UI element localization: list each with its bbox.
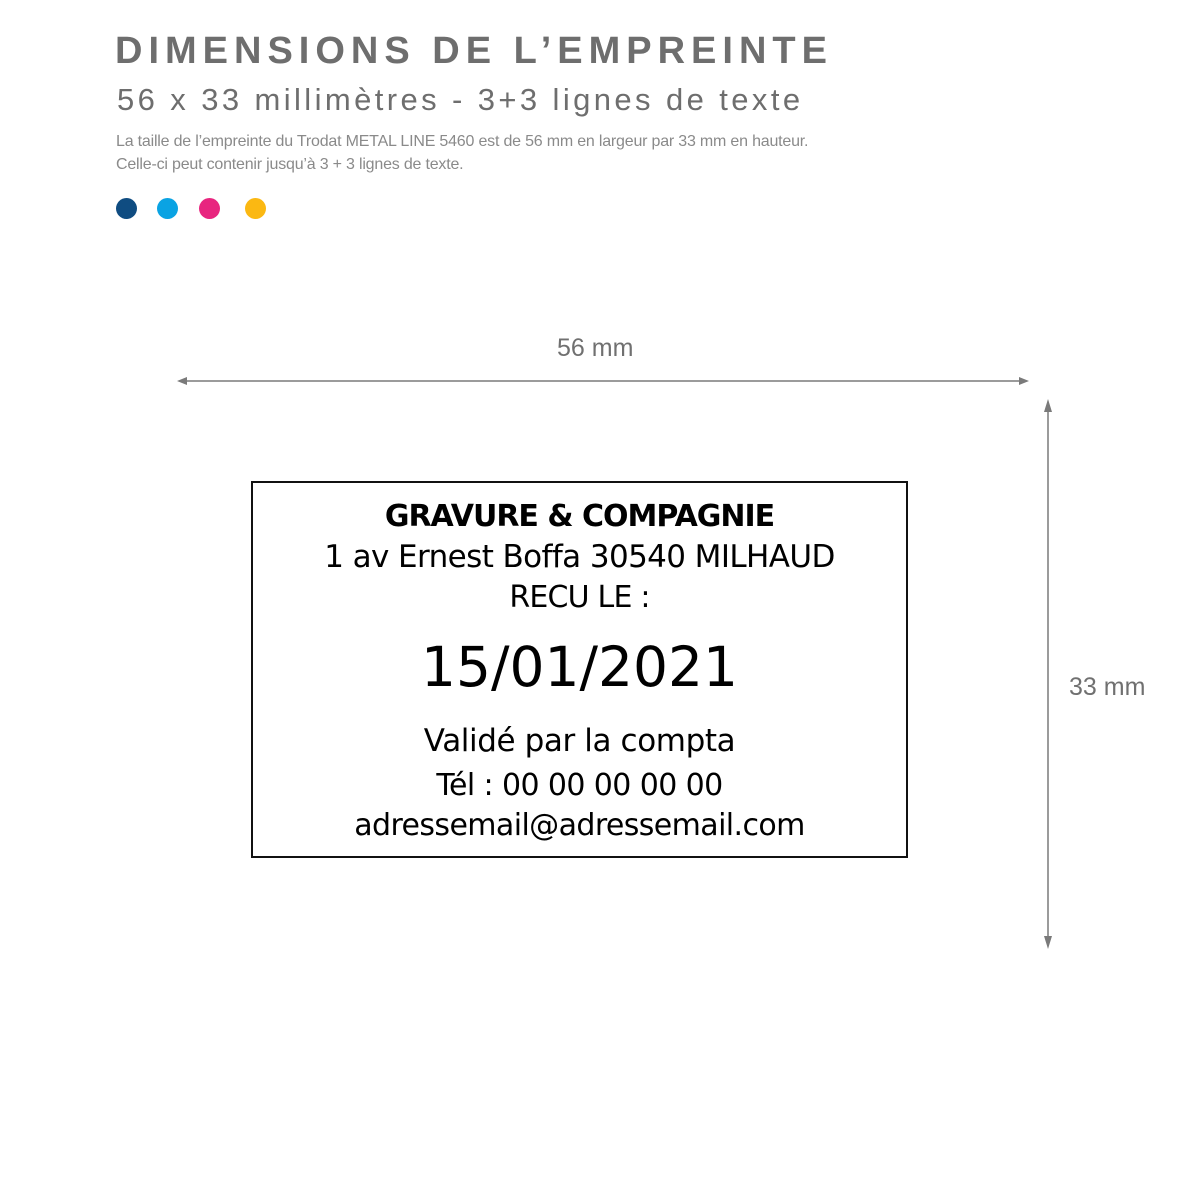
stamp-validation-text: Validé par la compta [423, 723, 736, 759]
height-arrow [1044, 399, 1052, 949]
stamp-email: adressemail@adressemail.com [354, 808, 805, 843]
page-title: DIMENSIONS DE L’EMPREINTE [115, 30, 833, 72]
width-dimension-label: 56 mm [557, 334, 634, 362]
stamp-address: 1 av Ernest Boffa 30540 MILHAUD [324, 539, 835, 575]
description-line-2: Celle-ci peut contenir jusqu’à 3 + 3 lignes de texte. [116, 156, 464, 173]
stamp-received-label: RECU LE : [509, 580, 650, 615]
page-subtitle: 56 x 33 millimètres - 3+3 lignes de texte [117, 82, 804, 117]
width-arrow [177, 377, 1029, 385]
stamp-phone: Tél : 00 00 00 00 00 [436, 768, 723, 803]
stamp-imprint-preview [251, 481, 908, 858]
height-dimension-label: 33 mm [1069, 673, 1146, 701]
stamp-date: 15/01/2021 [420, 635, 738, 699]
description-line-1: La taille de l’empreinte du Trodat METAL LINE 5460 est de 56 mm en largeur par 33 mm en hauteur. [116, 133, 809, 150]
stamp-company-name: GRAVURE & COMPAGNIE [384, 499, 775, 534]
